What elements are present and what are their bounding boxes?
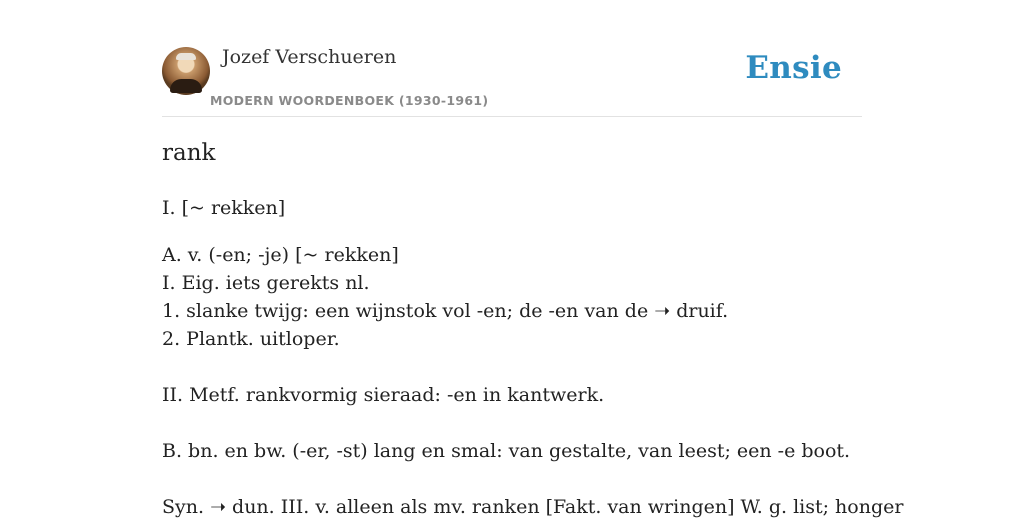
definition-line: II. Metf. rankvormig sieraad: -en in kantwerk.	[162, 384, 605, 406]
definition-line: 1. slanke twijg: een wijnstok vol -en; de -en van de ➝ druif.	[162, 300, 729, 322]
definition-line: A. v. (-en; -je) [~ rekken]	[162, 244, 399, 266]
entry-definition	[162, 194, 904, 521]
entry-title: rank	[162, 140, 216, 166]
page-container	[162, 0, 904, 518]
definition-line: Syn. ➝ dun. III. v. alleen als mv. ranken [Fakt. van wringen] W. g. list; honger	[162, 496, 904, 518]
site-logo[interactable]: Ensie	[745, 50, 842, 86]
header	[162, 44, 862, 117]
source-title[interactable]: MODERN WOORDENBOEK (1930-1961)	[210, 93, 489, 108]
avatar-hair	[176, 53, 196, 60]
avatar-coat	[170, 79, 202, 93]
definition-line: I. [~ rekken]	[162, 197, 286, 219]
definition-line: B. bn. en bw. (-er, -st) lang en smal: van gestalte, van leest; een -e boot.	[162, 440, 851, 462]
author-avatar[interactable]	[162, 47, 210, 95]
definition-line: 2. Plantk. uitloper.	[162, 328, 340, 350]
author-name[interactable]: Jozef Verschueren	[222, 46, 397, 68]
definition-line: I. Eig. iets gerekts nl.	[162, 272, 370, 294]
